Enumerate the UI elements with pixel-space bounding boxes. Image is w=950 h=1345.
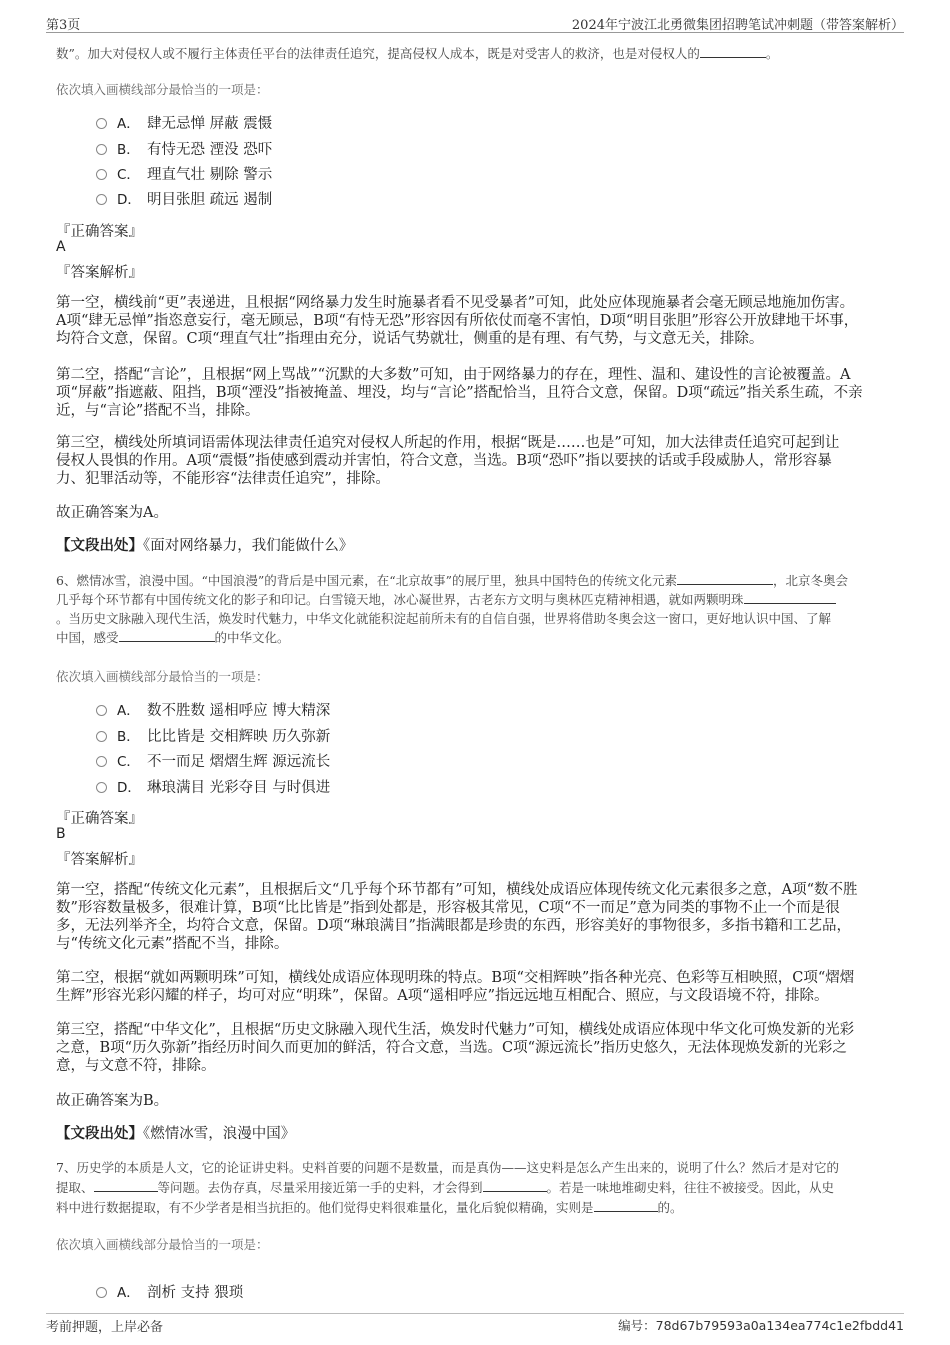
blank-line (483, 1179, 547, 1192)
analysis-conclusion: 故正确答案为B。 (56, 1093, 169, 1109)
radio-icon[interactable] (96, 1287, 107, 1298)
analysis-label: 『答案解析』 (56, 265, 143, 281)
q6-option-b[interactable]: B． 比比皆是 交相辉映 历久弥新 (96, 727, 330, 747)
q6-option-a[interactable]: A． 数不胜数 遥相呼应 博大精深 (96, 701, 330, 721)
analysis-paragraph: 第三空，搭配“中华文化”，且根据“历史文脉融入现代生活，焕发时代魅力”可知，横线处成语应体现中华文化可焕发新的光彩 之意，B项“历久弥新”指经历时间久而更加的鲜活，符合文意，当选。C项“源远流长”指历史悠久，无法体现焕发新的光彩之 意，与文意不符，排除。 (56, 1022, 855, 1074)
radio-icon[interactable] (96, 756, 107, 767)
q5-option-d[interactable]: D． 明目张胆 疏远 遏制 (96, 190, 272, 210)
q5-stem-tail: 数”。加大对侵权人或不履行主体责任平台的法律责任追究，提高侵权人成本，既是对受害人的救济，也是对侵权人的 。 (56, 46, 779, 61)
q5-option-b[interactable]: B． 有恃无恐 湮没 恐吓 (96, 140, 272, 160)
blank-line (700, 45, 766, 58)
source-line: 【文段出处】《燃情冰雪，浪漫中国》 (56, 1125, 296, 1142)
q6-prompt: 依次填入画横线部分最恰当的一项是： (56, 669, 269, 684)
q6-option-d[interactable]: D． 琳琅满目 光彩夺目 与时俱进 (96, 778, 330, 798)
q5-option-c[interactable]: C． 理直气壮 剔除 警示 (96, 165, 272, 185)
blank-line (94, 1179, 158, 1192)
q6-stem: 6、燃情冰雪，浪漫中国。“中国浪漫”的背后是中国元素，在“北京故事”的展厅里，独具中国特色的传统文化元素 ，北京冬奥会 几乎每个环节都有中国传统文化的影子和印记。白雪镜天地，冰心凝世界，古老东方文明与奥林匹克精神相遇，就如两颗明珠 。当历史文脉融入现代生活，焕发时代魅力，中华文化就能积淀起前所未有的自信自强，世界将借助冬奥会这一窗口，更好地认识中国、了解 中国，感受 的中华文化。 (56, 573, 849, 645)
answer-value: B (56, 826, 66, 842)
radio-icon[interactable] (96, 782, 107, 793)
radio-icon[interactable] (96, 731, 107, 742)
document-code: 编号：78d67b79593a0a134ea774c1e2fbdd41 (618, 1318, 904, 1333)
page-footer (46, 1313, 904, 1336)
blank-line (119, 629, 215, 642)
answer-label: 『正确答案』 (56, 811, 143, 827)
analysis-paragraph: 第三空，横线处所填词语需体现法律责任追究对侵权人所起的作用，根据“既是……也是”可知，加大法律责任追究可起到让 侵权人畏惧的作用。A项“震慑”指使感到震动并害怕，符合文意，当选。B项“恐吓”指以要挟的话或手段威胁人，常形容暴 力、犯罪活动等，不能形容“法律责任追究”，排除。 (56, 435, 840, 487)
radio-icon[interactable] (96, 194, 107, 205)
blank-line (594, 1199, 658, 1212)
q7-prompt: 依次填入画横线部分最恰当的一项是： (56, 1237, 269, 1252)
answer-label: 『正确答案』 (56, 224, 143, 240)
answer-value: A (56, 239, 66, 255)
q6-option-c[interactable]: C． 不一而足 熠熠生辉 源远流长 (96, 752, 330, 772)
analysis-conclusion: 故正确答案为A。 (56, 505, 168, 521)
radio-icon[interactable] (96, 144, 107, 155)
page-number: 第3页 (46, 18, 81, 33)
page-header (46, 14, 904, 33)
q5-option-a[interactable]: A． 肆无忌惮 屏蔽 震慑 (96, 114, 272, 134)
blank-line (744, 591, 836, 604)
analysis-label: 『答案解析』 (56, 852, 143, 868)
document-title: 2024年宁波江北勇微集团招聘笔试冲刺题（带答案解析） (571, 18, 904, 33)
q7-stem: 7、历史学的本质是人文，它的论证讲史料。史料首要的问题不是数量，而是真伪——这史料是怎么产生出来的，说明了什么？然后才是对它的 提取、 等问题。去伪存真，尽量采用接近第一手的史料，才会得到 。若是一味地堆砌史料，往往不被接受。因此，从史 料中进行数据提取，有不少学者是相当抗拒的。他们觉得史料很难量化，量化后貌似精确，实则是 的。 (56, 1160, 839, 1215)
q5-prompt: 依次填入画横线部分最恰当的一项是： (56, 82, 269, 97)
radio-icon[interactable] (96, 118, 107, 129)
analysis-paragraph: 第二空，根据“就如两颗明珠”可知，横线处成语应体现明珠的特点。B项“交相辉映”指各种光亮、色彩等互相映照，C项“熠熠 生辉”形容光彩闪耀的样子，均可对应“明珠”，保留。A项“遥相呼应”指远远地互相配合、照应，与文段语境不符，排除。 (56, 970, 855, 1004)
radio-icon[interactable] (96, 169, 107, 180)
footer-slogan: 考前押题，上岸必备 (46, 1320, 164, 1335)
radio-icon[interactable] (96, 705, 107, 716)
source-line: 【文段出处】《面对网络暴力，我们能做什么》 (56, 537, 354, 554)
q7-option-a[interactable]: A． 剖析 支持 猥琐 (96, 1283, 243, 1303)
analysis-paragraph: 第一空，搭配“传统文化元素”，且根据后文“几乎每个环节都有”可知，横线处成语应体现传统文化元素很多之意，A项“数不胜 数”形容数量极多，很难计算，B项“比比皆是”指到处都是，形容极其常见，C项“不一而足”意为同类的事物不止一个而是很 多，无法列举齐全，均符合文意，保留。D项“琳琅满目”指满眼都是珍贵的东西，形容美好的事物很多，多指书籍和工艺品， 与“传统文化元素”搭配不当，排除。 (56, 882, 858, 952)
blank-line (677, 572, 773, 585)
analysis-paragraph: 第二空，搭配“言论”，且根据“网上骂战”“沉默的大多数”可知，由于网络暴力的存在，理性、温和、建设性的言论被覆盖。A 项“屏蔽”指遮蔽、阻挡，B项“湮没”指被掩盖、埋没，均与“言论”搭配恰当，且符合文意，保留。D项“疏远”指关系生疏，不亲 近，与“言论”搭配不当，排除。 (56, 367, 863, 419)
analysis-paragraph: 第一空，横线前“更”表递进，且根据“网络暴力发生时施暴者看不见受暴者”可知，此处应体现施暴者会毫无顾忌地施加伤害。 A项“肆无忌惮”指恣意妄行，毫无顾忌，B项“有恃无恐”形容因有所依仗而毫不害怕，D项“明目张胆”形容公开放肆地干坏事， 均符合文意，保留。C项“理直气壮”指理由充分，说话气势就壮，侧重的是有理、有气势，与文意无关，排除。 (56, 295, 859, 347)
